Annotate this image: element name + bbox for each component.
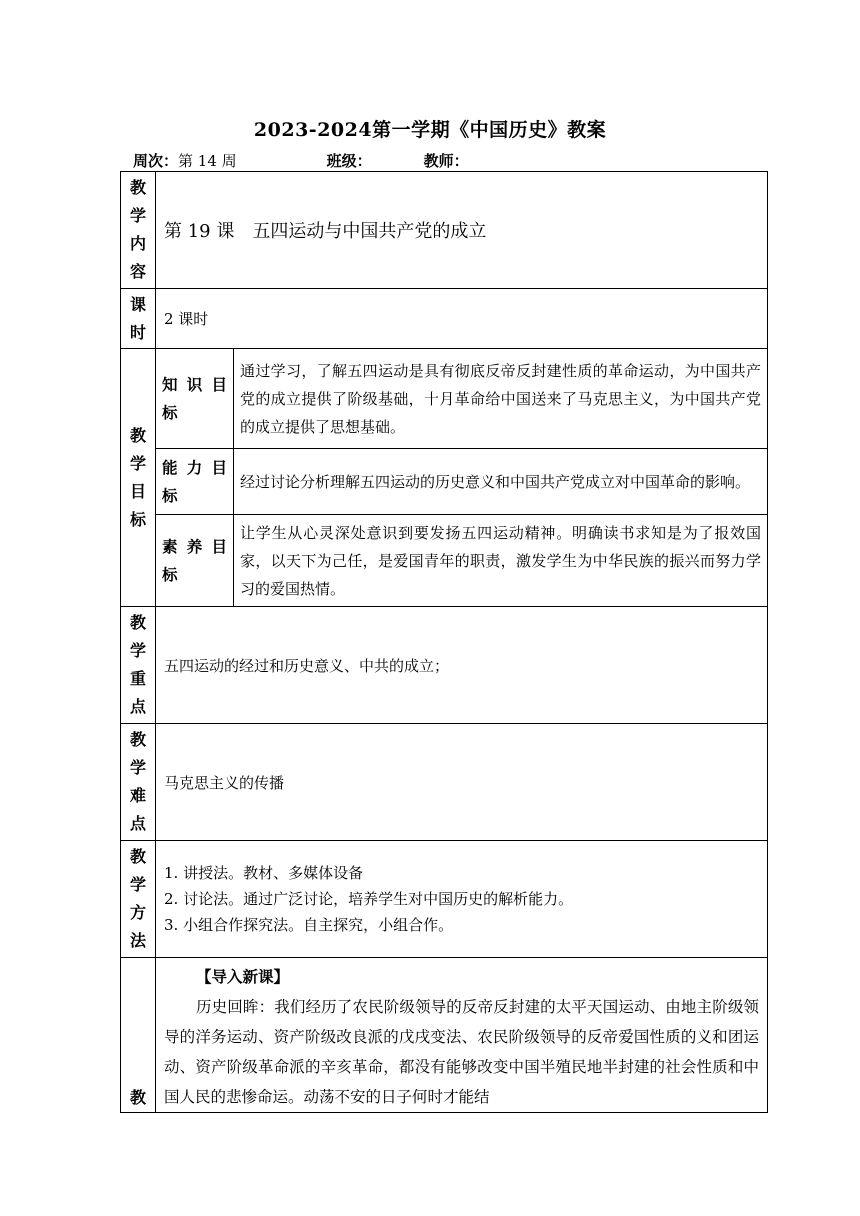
row-process [121, 958, 768, 1113]
key-points-text: 五四运动的经过和历史意义、中共的成立； [156, 607, 768, 724]
row-methods [121, 841, 768, 958]
difficulties-text: 马克思主义的传播 [156, 724, 768, 841]
row-goal-literacy [121, 515, 768, 607]
row-goal-ability [121, 449, 768, 515]
literacy-goal-text: 让学生从心灵深处意识到要发扬五四运动精神。明确读书求知是为了报效国家，以天下为己任，是爱国青年的职责，激发学生为中华民族的振兴而努力学习的爱国热情。 [234, 515, 768, 607]
method-item: 3. 小组合作探究法。自主探究，小组合作。 [164, 916, 454, 934]
header-process: 教 [121, 958, 156, 1113]
class-label: 班级： [326, 152, 372, 170]
header-hours: 课 时 [121, 289, 156, 349]
header-meta [133, 150, 469, 171]
process-content [156, 958, 768, 1113]
header-difficulties: 教 学 难 点 [121, 724, 156, 841]
row-goal-knowledge [121, 349, 768, 449]
row-content [121, 172, 768, 289]
method-item: 1. 讲授法。教材、多媒体设备 [164, 864, 364, 882]
method-item: 2. 讨论法。通过广泛讨论，培养学生对中国历史的解析能力。 [164, 890, 574, 908]
section-heading: 【导入新课】 [196, 967, 290, 986]
label-ability-goal: 能 力 目 标 [156, 449, 234, 515]
label-knowledge-goal: 知 识 目 标 [156, 349, 234, 449]
header-key-points: 教 学 重 点 [121, 607, 156, 724]
row-key-points [121, 607, 768, 724]
row-difficulties [121, 724, 768, 841]
week-label: 周次： [133, 152, 179, 170]
intro-paragraph: 历史回眸：我们经历了农民阶级领导的反帝反封建的太平天国运动、由地主阶级领导的洋务运动、资产阶级改良派的戊戌变法、农民阶级领导的反帝爱国性质的义和团运动、资产阶级革命派的辛亥革命，都没有能够改变中国半殖民地半封建的社会性质和中国人民的悲惨命运。动荡不安的日子何时才能结 [164, 998, 759, 1106]
lesson-plan-table [120, 171, 768, 1113]
label-literacy-goal: 素 养 目 标 [156, 515, 234, 607]
header-methods: 教 学 方 法 [121, 841, 156, 958]
header-goals: 教 学 目 标 [121, 349, 156, 607]
teacher-label: 教师： [423, 152, 469, 170]
lesson-title: 第 19 课 五四运动与中国共产党的成立 [156, 172, 768, 289]
week-value: 第 14 周 [178, 152, 237, 170]
ability-goal-text: 经过讨论分析理解五四运动的历史意义和中国共产党成立对中国革命的影响。 [234, 449, 768, 515]
methods-list [156, 841, 768, 958]
header-content: 教 学 内 容 [121, 172, 156, 289]
row-hours [121, 289, 768, 349]
knowledge-goal-text: 通过学习，了解五四运动是具有彻底反帝反封建性质的革命运动，为中国共产党的成立提供了阶级基础，十月革命给中国送来了马克思主义，为中国共产党的成立提供了思想基础。 [234, 349, 768, 449]
document-title: 2023-2024第一学期《中国历史》教案 [253, 119, 607, 141]
hours-value: 2 课时 [156, 289, 768, 349]
